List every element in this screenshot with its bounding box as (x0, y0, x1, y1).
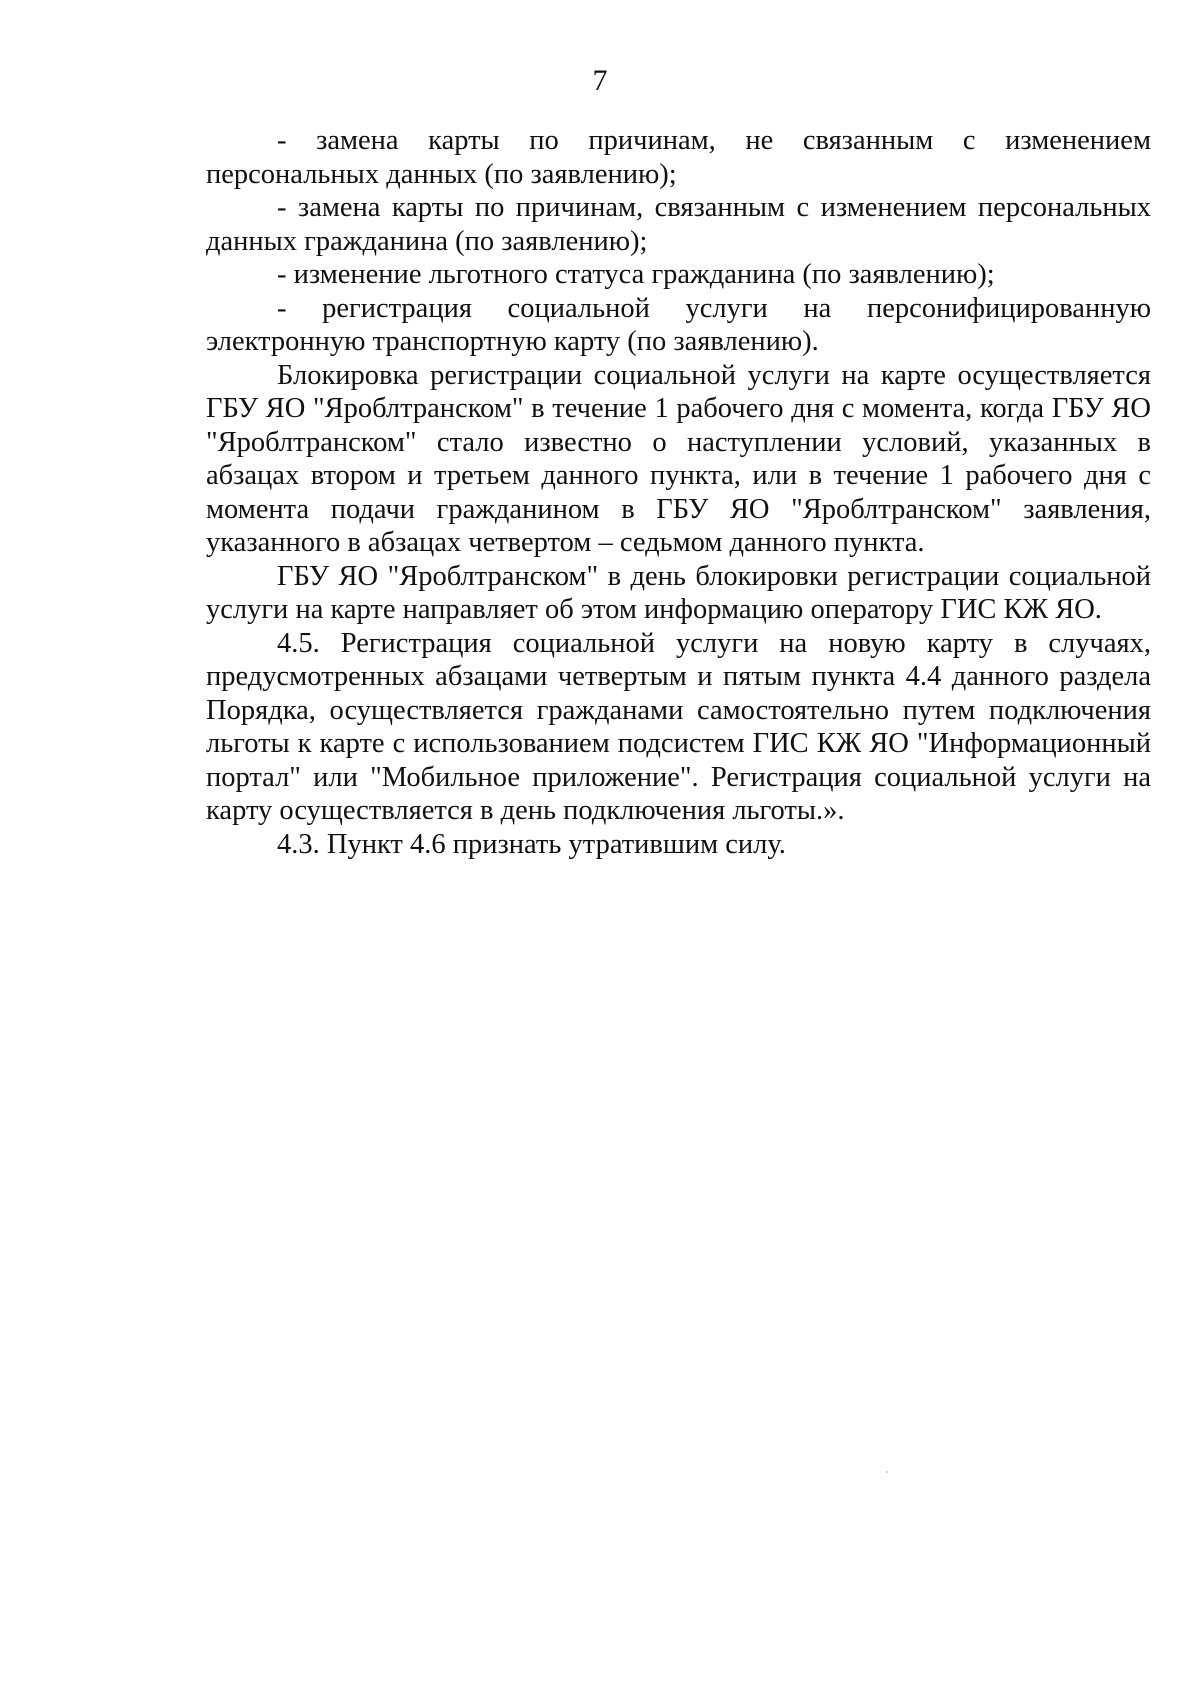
document-body (206, 124, 1151, 861)
scan-speck (886, 1471, 888, 1473)
paragraph-service-registration: - регистрация социальной услуги на персонифицированную (277, 292, 1151, 324)
page-number: 7 (592, 64, 608, 97)
paragraph-blocking-terms: Блокировка регистрации социальной услуги на карте осуществляется ГБУ ЯО "Яроблтранском" в течение 1 рабочего дня с момента, когда ГБУ ЯО "Яроблтранском" стало известно о наступлении условий, указанных в абзацах втором и третьем данного пункта, или в течение 1 рабочего дня с момента подачи гражданином в ГБУ ЯО "Яроблтранском" заявления, указанного в абзацах четвертом – седьмом данного пункта. (206, 359, 1151, 558)
paragraph-clause-4-3: 4.3. Пункт 4.6 признать утратившим силу. (277, 828, 786, 860)
paragraph-service-registration-continued: электронную транспортную карту (по заявлению). (206, 326, 819, 357)
paragraph-operator-notice: ГБУ ЯО "Яроблтранском" в день блокировки регистрации социальной услуги на карте направляет об этом информацию оператору ГИС КЖ ЯО. (206, 560, 1151, 625)
paragraph-card-replacement-nonpersonal: - замена карты по причинам, не связанным с изменением персональных данных (по заявлению); (206, 125, 1151, 190)
paragraph-status-change: - изменение льготного статуса гражданина (по заявлению); (277, 259, 995, 290)
paragraph-card-replacement-personal: - замена карты по причинам, связанным с изменением персональных данных гражданина (по заявлению); (206, 192, 1151, 257)
paragraph-clause-4-5: 4.5. Регистрация социальной услуги на новую карту в случаях, предусмотренных абзацами четвертым и пятым пункта 4.4 данного раздела Порядка, осуществляется гражданами самостоятельно путем подключения льготы к карте с использованием подсистем ГИС КЖ ЯО "Информационный портал" или "Мобильное приложение". Регистрация социальной услуги на карту осуществляется в день подключения льготы.». (206, 627, 1151, 826)
